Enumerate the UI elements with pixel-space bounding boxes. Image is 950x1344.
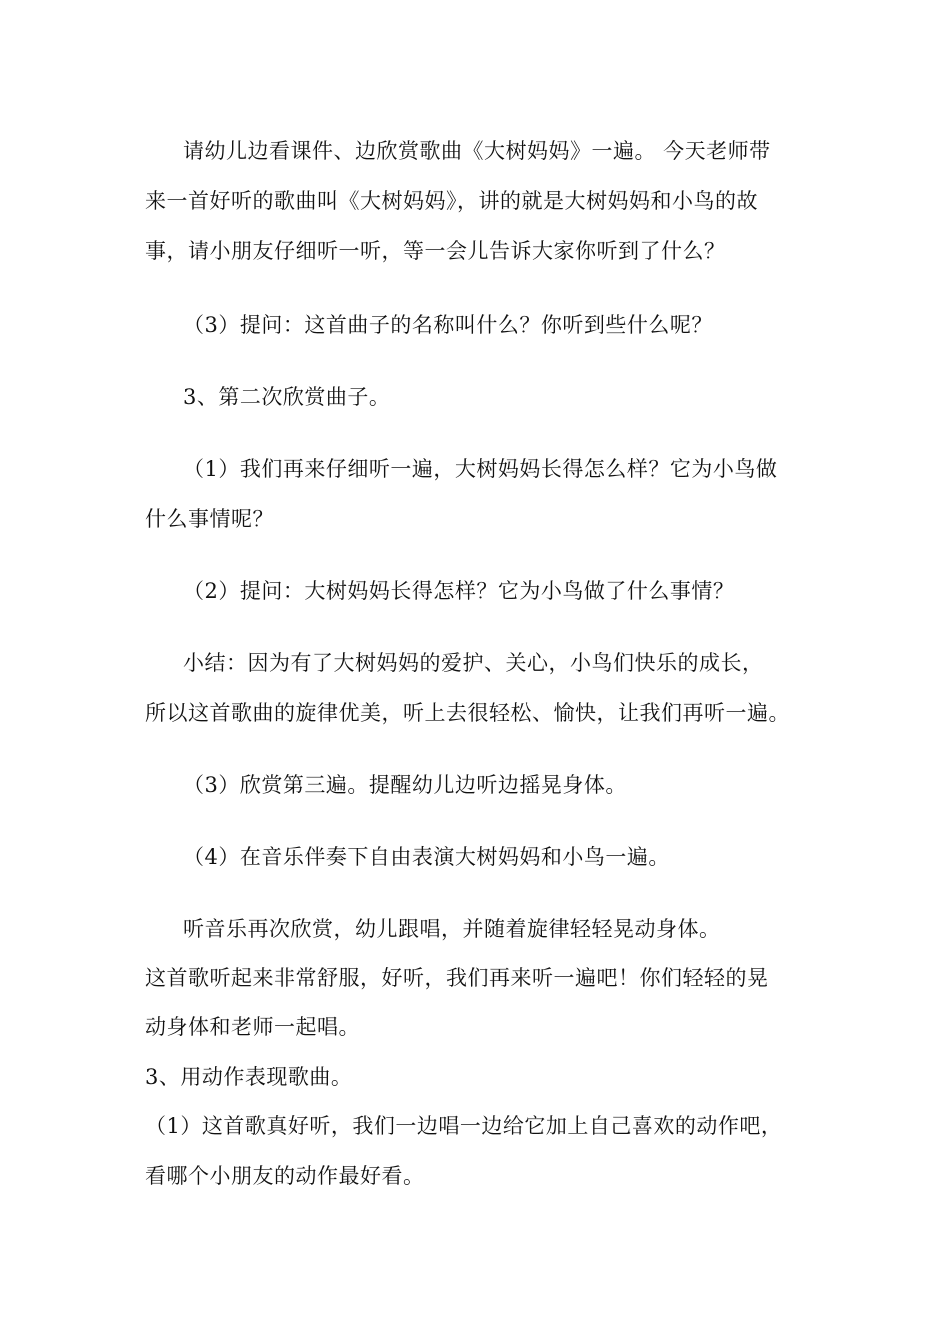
text-line: 请幼儿边看课件、边欣赏歌曲《大树妈妈》一遍。 今天老师带 [183, 139, 771, 163]
text-line: 3、第二次欣赏曲子。 [183, 385, 391, 409]
text-line: 小结：因为有了大树妈妈的爱护、关心，小鸟们快乐的成长， [183, 651, 764, 675]
text-line: 事，请小朋友仔细听一听，等一会儿告诉大家你听到了什么？ [145, 239, 726, 263]
text-line: （1）这首歌真好听，我们一边唱一边给它加上自己喜欢的动作吧， [145, 1114, 783, 1138]
text-line: 来一首好听的歌曲叫《大树妈妈》，讲的就是大树妈妈和小鸟的故 [145, 189, 758, 213]
text-line: （4）在音乐伴奏下自由表演大树妈妈和小鸟一遍。 [183, 845, 670, 869]
text-line: 什么事情呢？ [145, 507, 274, 531]
text-line: （3）提问：这首曲子的名称叫什么？你听到些什么呢？ [183, 313, 713, 337]
text-line: 听音乐再次欣赏，幼儿跟唱，并随着旋律轻轻晃动身体。 [183, 917, 721, 941]
text-line: （1）我们再来仔细听一遍，大树妈妈长得怎么样？它为小鸟做 [183, 457, 778, 481]
text-line: 看哪个小朋友的动作最好看。 [145, 1164, 425, 1188]
text-line: 这首歌听起来非常舒服，好听，我们再来听一遍吧！你们轻轻的晃 [145, 966, 769, 990]
text-line: 所以这首歌曲的旋律优美，听上去很轻松、愉快，让我们再听一遍。 [145, 701, 790, 725]
text-line: （2）提问：大树妈妈长得怎样？它为小鸟做了什么事情？ [183, 579, 735, 603]
text-line: 3、用动作表现歌曲。 [145, 1065, 353, 1089]
text-line: 动身体和老师一起唱。 [145, 1015, 360, 1039]
text-line: （3）欣赏第三遍。提醒幼儿边听边摇晃身体。 [183, 773, 627, 797]
